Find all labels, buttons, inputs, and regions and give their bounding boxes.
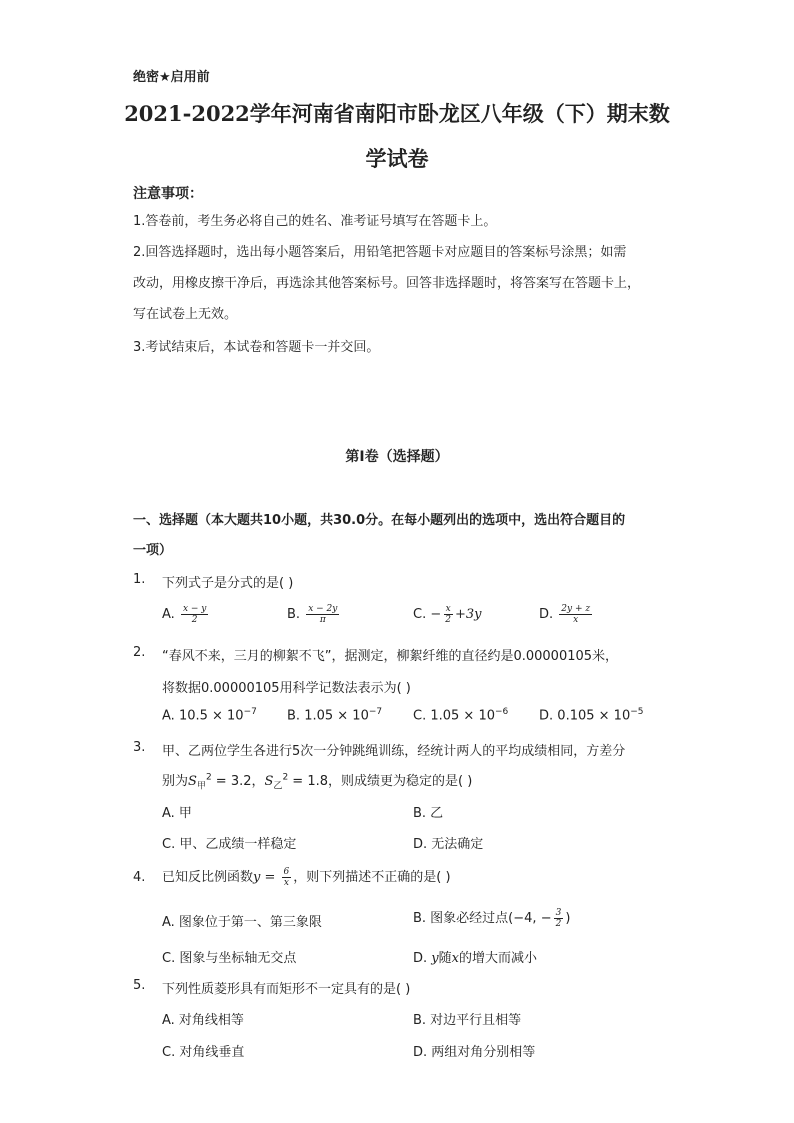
- option-a[interactable]: A. 对角线相等: [162, 1013, 244, 1028]
- option-d[interactable]: D. 无法确定: [413, 837, 484, 852]
- option-b[interactable]: B. $1.05 \times 10^{-7}$: [287, 707, 383, 724]
- notice-item-3: 3.考试结束后，本试卷和答题卡一并交回。: [133, 340, 380, 355]
- part-heading-line2: 一项）: [133, 543, 173, 558]
- option-b[interactable]: B. 对边平行且相等: [413, 1013, 522, 1028]
- question-text: 下列式子是分式的是( ): [162, 576, 294, 591]
- secret-label: 绝密★启用前: [133, 70, 210, 85]
- notice-heading: 注意事项：: [133, 186, 203, 202]
- option-d[interactable]: D. $\frac{2y + z}{x}$: [539, 604, 591, 625]
- option-a[interactable]: A. $10.5 \times 10^{-7}$: [162, 707, 257, 724]
- option-c[interactable]: C. 对角线垂直: [162, 1045, 245, 1060]
- option-a[interactable]: A. 图象位于第一、第三象限: [162, 915, 322, 930]
- question-text-line2: 将数据0.00000105用科学记数法表示为( ): [162, 681, 411, 696]
- option-b[interactable]: B. 图象必经过点(−4, − $\frac{3}{2}$ ): [413, 908, 571, 929]
- question-text: 已知反比例函数y = $\frac{6}{x}$ ，则下列描述不正确的是( ): [162, 867, 451, 888]
- option-c[interactable]: C. 甲、乙成绩一样稳定: [162, 837, 297, 852]
- question-text: 下列性质菱形具有而矩形不一定具有的是( ): [162, 982, 411, 997]
- option-b[interactable]: B. $\frac{x - 2y}{\pi}$: [287, 604, 338, 625]
- option-c[interactable]: C. 图象与坐标轴无交点: [162, 951, 297, 966]
- question-text-line1: “春风不来，三月的柳絮不飞”，据测定，柳絮纤维的直径约是0.00000105米，: [162, 649, 619, 664]
- question-text-line1: 甲、乙两位学生各进行5次一分钟跳绳训练，经统计两人的平均成绩相同，方差分: [162, 744, 626, 759]
- option-a[interactable]: A. 甲: [162, 806, 192, 821]
- fraction: $\frac{x - y}{2}$: [182, 604, 207, 625]
- notice-item-2-line1: 2.回答选择题时，选出每小题答案后，用铅笔把答题卡对应题目的答案标号涂黑；如需: [133, 245, 627, 260]
- fraction: $\frac{2y + z}{x}$: [561, 604, 591, 625]
- option-c[interactable]: C. − $\frac{x}{2}$ +3y: [413, 604, 482, 625]
- option-b[interactable]: B. 乙: [413, 806, 444, 821]
- section-title: 第I卷（选择题）: [345, 449, 449, 465]
- notice-item-1: 1.答卷前，考生务必将自己的姓名、准考证号填写在答题卡上。: [133, 214, 497, 229]
- fraction: $\frac{6}{x}$: [283, 867, 290, 888]
- option-a[interactable]: A. $\frac{x - y}{2}$: [162, 604, 207, 625]
- exam-title-line2: 学试卷: [365, 146, 429, 171]
- option-d[interactable]: D. 两组对角分别相等: [413, 1045, 536, 1060]
- notice-item-2-line2: 改动，用橡皮擦干净后，再选涂其他答案标号。回答非选择题时，将答案写在答题卡上，: [133, 276, 641, 291]
- question-number: 3.: [133, 740, 146, 755]
- option-d[interactable]: D. y随x的增大而减小: [413, 951, 538, 966]
- fraction: $\frac{3}{2}$: [555, 908, 562, 929]
- question-text-line2: 别为$S_甲^2 = 3.2$，$S_乙^2 = 1.8$，则成绩更为稳定的是( ): [162, 772, 473, 792]
- option-c[interactable]: C. $1.05 \times 10^{-6}$: [413, 707, 509, 724]
- exam-title-line1: 2021-2022学年河南省南阳市卧龙区八年级（下）期末数: [124, 101, 670, 126]
- option-d[interactable]: D. $0.105 \times 10^{-5}$: [539, 707, 644, 724]
- part-heading-line1: 一、选择题（本大题共10小题，共30.0分。在每小题列出的选项中，选出符合题目的: [133, 513, 626, 528]
- question-number: 1.: [133, 572, 146, 587]
- question-number: 4.: [133, 870, 146, 885]
- fraction: $\frac{x - 2y}{\pi}$: [308, 604, 338, 625]
- question-number: 2.: [133, 645, 146, 660]
- notice-item-2-line3: 写在试卷上无效。: [133, 307, 238, 322]
- question-number: 5.: [133, 978, 146, 993]
- fraction: $\frac{x}{2}$: [445, 604, 451, 625]
